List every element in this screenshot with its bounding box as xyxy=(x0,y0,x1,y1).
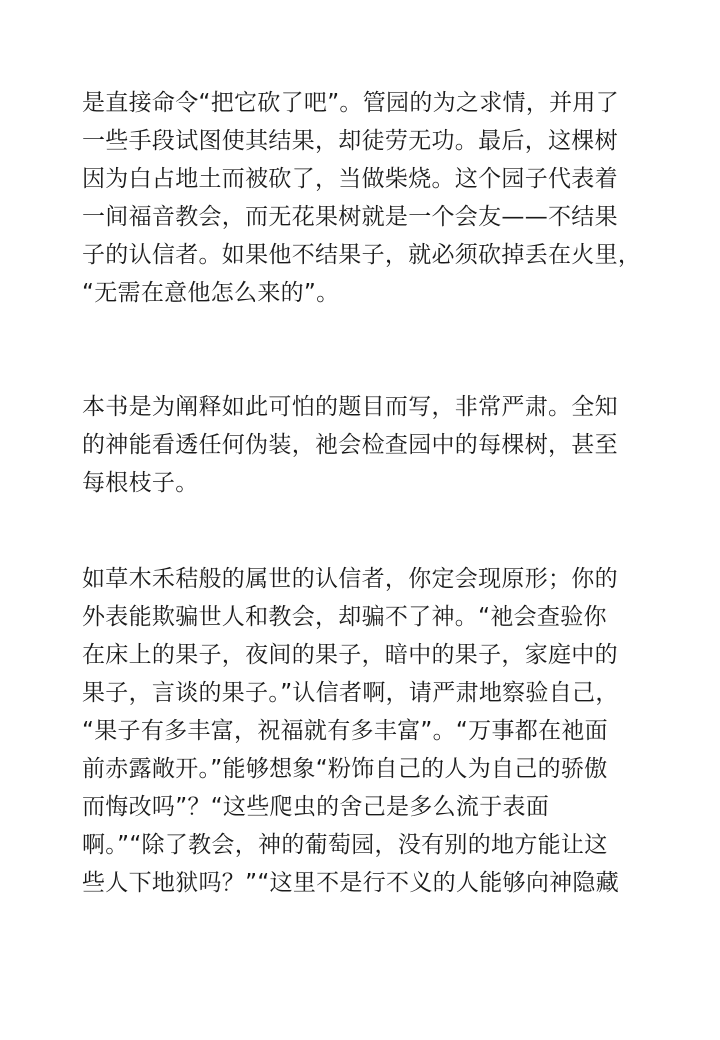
text-line: 的神能看透任何伪装，祂会检查园中的每棵树，甚至 xyxy=(82,432,618,458)
text-line: 啊。”“除了教会，神的葡萄园，没有别的地方能让这 xyxy=(82,832,608,858)
paragraph-fig-tree xyxy=(82,84,641,312)
text-line: 前赤露敞开。”能够想象“粉饰自己的人为自己的骄傲 xyxy=(82,756,608,782)
paragraph-purpose xyxy=(82,388,618,502)
text-line: 因为白占地土而被砍了，当做柴烧。这个园子代表着 xyxy=(82,166,618,192)
text-line: “无需在意他怎么来的”。 xyxy=(82,280,340,306)
text-line: “果子有多丰富，祝福就有多丰富”。“万事都在祂面 xyxy=(82,718,608,744)
text-line: 一些手段试图使其结果，却徒劳无功。最后，这棵树 xyxy=(82,128,618,154)
text-line: 子的认信者。如果他不结果子，就必须砍掉丢在火里， xyxy=(82,242,642,268)
text-line: 是直接命令“把它砍了吧”。管园的为之求情，并用了 xyxy=(82,90,620,116)
text-line: 外表能欺骗世人和教会，却骗不了神。“祂会查验你 xyxy=(82,604,607,630)
text-line: 果子，言谈的果子。”认信者啊，请严肃地察验自己， xyxy=(82,680,619,706)
text-line: 些人下地狱吗？”“这里不是行不义的人能够向神隐藏 xyxy=(82,870,620,896)
paragraph-professor xyxy=(82,560,619,902)
text-line: 本书是为阐释如此可怕的题目而写，非常严肃。全知 xyxy=(82,394,618,420)
text-line: 在床上的果子，夜间的果子，暗中的果子，家庭中的 xyxy=(82,642,618,668)
text-line: 每根枝子。 xyxy=(82,470,199,496)
text-line: 而悔改吗”？“这些爬虫的舍己是多么流于表面 xyxy=(82,794,550,820)
text-line: 一间福音教会，而无花果树就是一个会友——不结果 xyxy=(82,204,618,230)
text-line: 如草木禾秸般的属世的认信者，你定会现原形；你的 xyxy=(82,566,618,592)
